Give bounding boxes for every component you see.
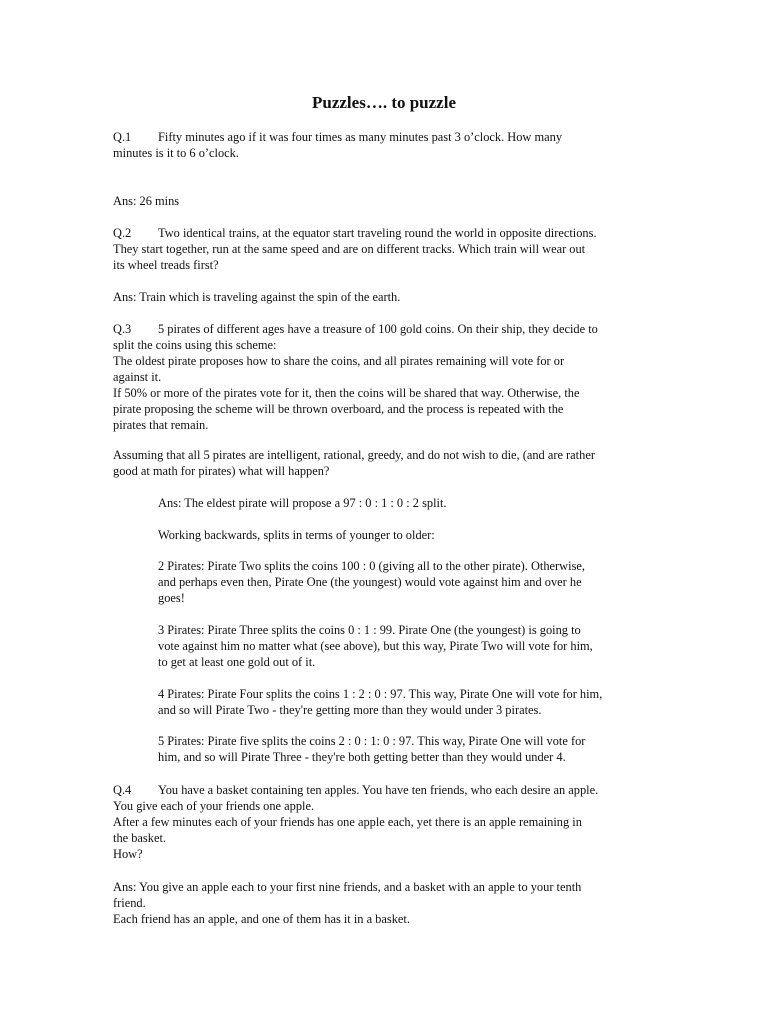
question-3-text-1: 5 pirates of different ages have a treasure of 100 gold coins. On their ship, they decide to [158,322,598,336]
answer-4-text-3: Each friend has an apple, and one of them has it in a basket. [113,912,410,926]
question-1-text-1: Fifty minutes ago if it was four times as many minutes past 3 o’clock. How many [158,130,563,144]
pirates-4-text-1: 4 Pirates: Pirate Four splits the coins 1 : 2 : 0 : 97. This way, Pirate One will vote for him, [158,687,603,701]
pirates-2-text-1: 2 Pirates: Pirate Two splits the coins 100 : 0 (giving all to the other pirate). Otherwise, [158,559,585,573]
question-3-text-5: If 50% or more of the pirates vote for it, then the coins will be shared that way. Otherwise, the [113,386,580,400]
pirates-3-text-2: vote against him no matter what (see above), but this way, Pirate Two will vote for him, [158,639,593,653]
pirates-3-text-1: 3 Pirates: Pirate Three splits the coins 0 : 1 : 99. Pirate One (the youngest) is going to [158,623,581,637]
pirates-3-text-3: to get at least one gold out of it. [158,655,316,669]
question-1-number: Q.1 [113,130,132,144]
answer-4-text-2: friend. [113,896,146,910]
assumption-text-2: good at math for pirates) what will happen? [113,464,330,478]
pirates-2-case [158,558,658,606]
question-2-number: Q.2 [113,226,132,240]
question-2-text-3: its wheel treads first? [113,258,219,272]
pirates-2-text-2: and perhaps even then, Pirate One (the youngest) would vote against him and over he [158,575,582,589]
pirates-5-text-1: 5 Pirates: Pirate five splits the coins 2 : 0 : 1: 0 : 97. This way, Pirate One will vote for [158,734,586,748]
answer-2 [113,289,658,305]
question-4-text-2: You give each of your friends one apple. [113,799,315,813]
question-4-text-5: How? [113,847,143,861]
question-2-text-1: Two identical trains, at the equator start traveling round the world in opposite directions. [158,226,597,240]
question-3-text-7: pirates that remain. [113,418,209,432]
answer-3-text: Ans: The eldest pirate will propose a 97 : 0 : 1 : 0 : 2 split. [158,496,447,510]
question-4 [113,782,658,862]
question-4-text-4: the basket. [113,831,166,845]
question-3-text-4: against it. [113,370,162,384]
question-4-text-3: After a few minutes each of your friends has one apple each, yet there is an apple remaining in [113,815,582,829]
question-3-text-6: pirate proposing the scheme will be thrown overboard, and the process is repeated with the [113,402,564,416]
pirates-2-text-3: goes! [158,591,185,605]
answer-1 [113,193,658,209]
question-3-text-2: split the coins using this scheme: [113,338,277,352]
question-2 [113,225,658,273]
pirates-4-text-2: and so will Pirate Two - they're getting more than they would under 3 pirates. [158,703,542,717]
question-3-assumption [113,447,658,479]
question-1 [113,129,658,161]
working-backwards [158,527,658,543]
answer-2-text: Ans: Train which is traveling against the spin of the earth. [113,290,401,304]
assumption-text-1: Assuming that all 5 pirates are intelligent, rational, greedy, and do not wish to die, (and are rather [113,448,595,462]
pirates-5-text-2: him, and so will Pirate Three - they're both getting better than they would under 4. [158,750,566,764]
pirates-4-case [158,686,658,718]
question-4-number: Q.4 [113,783,132,797]
question-4-line-1 [113,782,658,798]
answer-3 [158,495,658,511]
working-backwards-text: Working backwards, splits in terms of younger to older: [158,528,435,542]
pirates-3-case [158,622,658,670]
question-3 [113,321,658,433]
question-1-line-1 [113,129,658,145]
question-3-line-1 [113,321,658,337]
question-2-text-2: They start together, run at the same speed and are on different tracks. Which train will wear out [113,242,586,256]
question-3-text-3: The oldest pirate proposes how to share the coins, and all pirates remaining will vote for or [113,354,565,368]
answer-4-text-1: Ans: You give an apple each to your first nine friends, and a basket with an apple to your tenth [113,880,582,894]
answer-1-text: Ans: 26 mins [113,194,180,208]
document-title: Puzzles…. to puzzle [312,93,456,112]
question-1-text-2: minutes is it to 6 o’clock. [113,146,239,160]
question-2-line-1 [113,225,658,241]
answer-4 [113,879,658,927]
question-3-number: Q.3 [113,322,132,336]
question-4-text-1: You have a basket containing ten apples. You have ten friends, who each desire an apple. [158,783,599,797]
pirates-5-case [158,733,658,765]
